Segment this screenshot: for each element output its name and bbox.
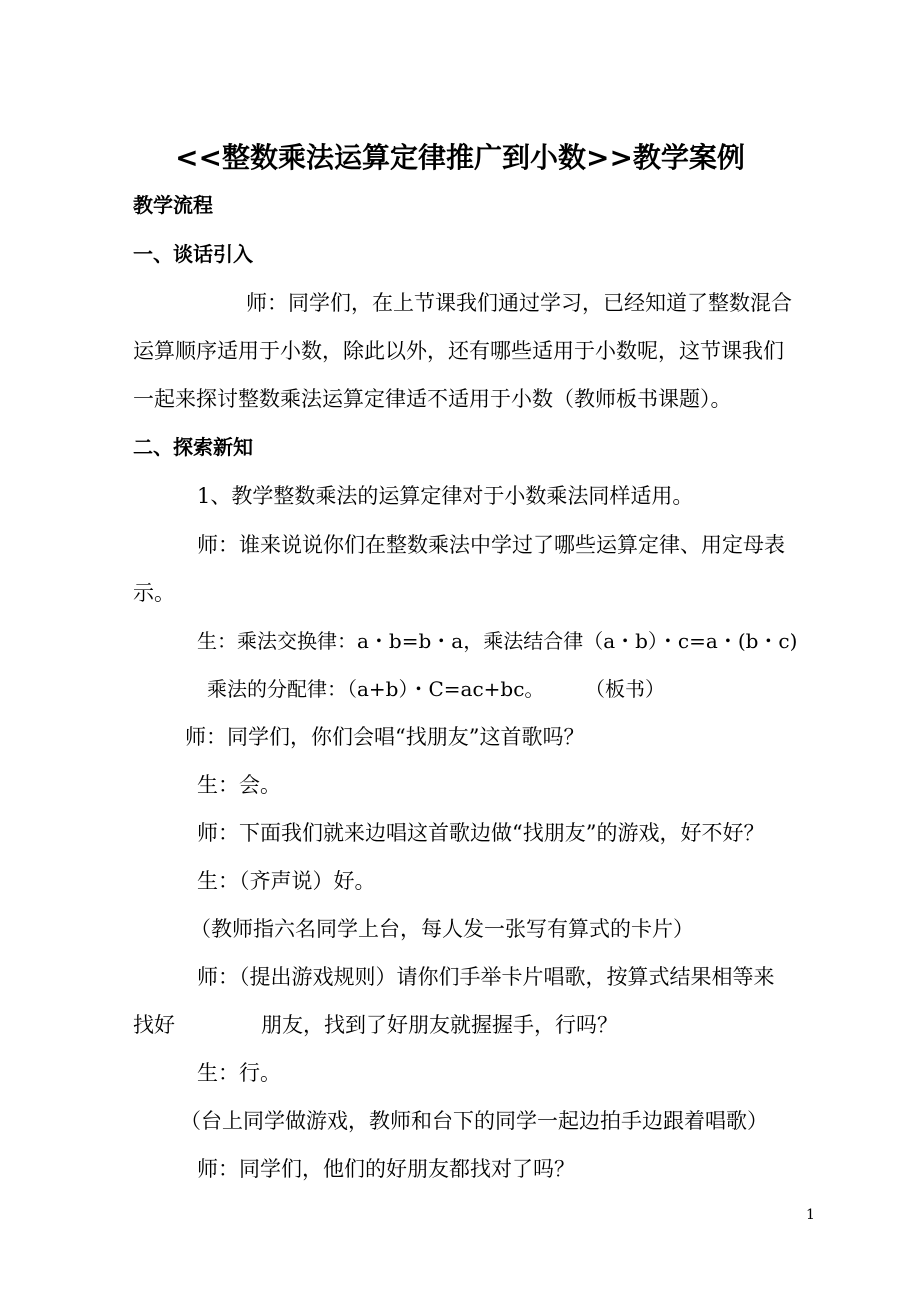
paragraph-line: 师：谁来说说你们在整数乘法中学过了哪些运算定律、用定母表 — [197, 533, 785, 557]
section-flow-heading: 教学流程 — [133, 193, 213, 217]
board-note: （板书） — [585, 677, 665, 701]
paragraph-line: 朋友，找到了好朋友就握握手，行吗？ — [261, 1013, 618, 1037]
document-title: <<整数乘法运算定律推广到小数>>教学案例 — [175, 141, 745, 174]
section1-heading: 一、谈话引入 — [133, 242, 253, 266]
paragraph-line: 生：会。 — [197, 773, 281, 797]
paragraph-line: 找好 — [133, 1013, 175, 1037]
paragraph-line: 运算顺序适用于小数，除此以外，还有哪些适用于小数呢，这节课我们 — [133, 339, 784, 363]
paragraph-line: 师：同学们，他们的好朋友都找对了吗？ — [197, 1157, 575, 1181]
formula-line: 乘法的分配律：（a+b）・C=ac+bc。 — [207, 677, 545, 701]
paragraph-line: 师：同学们，在上节课我们通过学习，已经知道了整数混合 — [246, 291, 792, 315]
paragraph-line: （教师指六名同学上台，每人发一张写有算式的卡片） — [190, 917, 694, 941]
paragraph-line: 示。 — [133, 581, 175, 605]
paragraph-line: 生：行。 — [197, 1061, 281, 1085]
paragraph-line: 1、教学整数乘法的运算定律对于小数乘法同样适用。 — [197, 484, 694, 508]
formula-line: 生：乘法交换律：a・b=b・a，乘法结合律（a・b）・c=a・(b・c) — [197, 629, 798, 653]
paragraph-line: 生：（齐声说）好。 — [197, 869, 376, 893]
page-number: 1 — [806, 1207, 815, 1223]
paragraph-line: 一起来探讨整数乘法运算定律适不适用于小数（教师板书课题）。 — [133, 387, 732, 411]
paragraph-line: 师：下面我们就来边唱这首歌边做“找朋友”的游戏，好不好？ — [197, 821, 765, 845]
paragraph-line: 师：同学们，你们会唱“找朋友”这首歌吗？ — [185, 725, 585, 749]
paragraph-line: 师：（提出游戏规则）请你们手举卡片唱歌，按算式结果相等来 — [197, 965, 775, 989]
section2-heading: 二、探索新知 — [133, 435, 253, 459]
paragraph-line: （台上同学做游戏，教师和台下的同学一起边拍手边跟着唱歌） — [180, 1109, 768, 1133]
